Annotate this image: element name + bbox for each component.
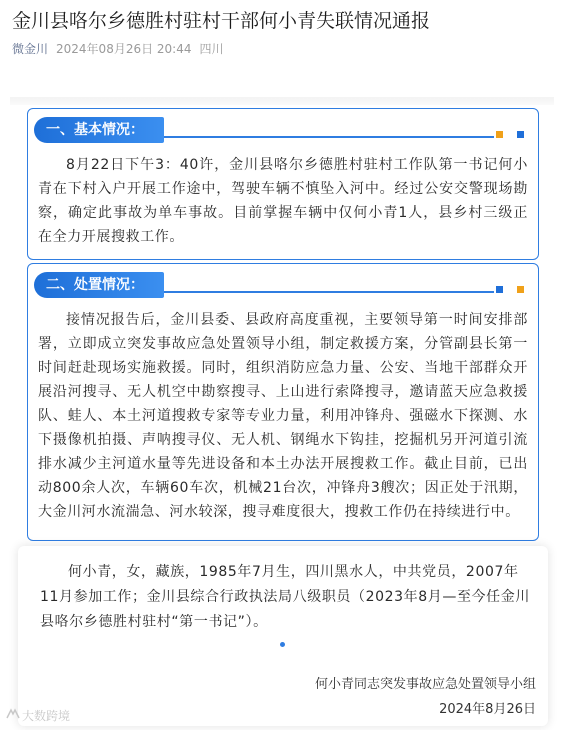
watermark-logo-icon <box>6 708 20 723</box>
blue-square-icon <box>517 131 524 138</box>
bio-text: 何小青，女，藏族，1985年7月生，四川黑水人，中共党员，2007年11月参加工作；金川县综合行政执法局八级职员（2023年8月—至今任金川县咯尔乡德胜村驻村“第一书记”）。 <box>40 564 530 630</box>
dot-divider-icon <box>280 642 285 647</box>
orange-square-icon <box>496 131 503 138</box>
bio-card <box>18 546 548 726</box>
account-name[interactable]: 微金川 <box>12 42 49 56</box>
decorative-squares-icon <box>496 131 524 138</box>
signature-block <box>315 672 536 722</box>
heading-divider <box>160 136 494 138</box>
section-heading-bar <box>34 272 494 298</box>
section-heading: 一、基本情况： <box>34 117 164 143</box>
blue-square-icon <box>496 286 503 293</box>
section-body: 8月22日下午3：40许，金川县咯尔乡德胜村驻村工作队第一书记何小青在下村入户开展工作途中，驾驶车辆不慎坠入河中。经过公安交警现场勘察，确定此事故为单车事故。目前掌握车辆中仅何小青1人，县乡村三级正在全力开展搜救工作。 <box>38 157 528 245</box>
article-title: 金川县咯尔乡德胜村驻村干部何小青失联情况通报 <box>12 10 431 32</box>
decorative-strip <box>10 97 554 105</box>
section-heading: 二、处置情况： <box>34 272 164 298</box>
section-handling <box>27 263 539 541</box>
decorative-squares-icon <box>496 286 524 293</box>
watermark <box>6 707 70 724</box>
watermark-text: 大数跨境 <box>22 709 71 723</box>
section-body: 接情况报告后，金川县委、县政府高度重视，主要领导第一时间安排部署，立即成立突发事故应急处置领导小组，制定救援方案，分管副县长第一时间赶赴现场实施救援。同时，组织消防应急力量、公安、当地干部群众开展沿河搜寻、无人机空中勘察搜寻、上山进行索降搜寻，邀请蓝天应急救援队、蛙人、本土河道搜救专家等专业力量，利用冲锋舟、强磁水下探测、水下摄像机拍摄、声呐搜寻仪、无人机、钢绳水下钩挂，挖掘机另开河道引流排水减少主河道水量等先进设备和本土办法开展搜救工作。截止目前，已出动800余人次，车辆60车次，机械21台次，冲锋舟3艘次；因正处于汛期，大金川河水流湍急、河水较深，搜寻难度很大，搜救工作仍在持续进行中。 <box>38 312 528 520</box>
publish-location: 四川 <box>199 42 224 56</box>
heading-divider <box>160 291 494 293</box>
signature-date: 2024年8月26日 <box>439 702 536 717</box>
section-heading-bar <box>34 117 494 143</box>
article-meta <box>12 40 224 57</box>
orange-square-icon <box>517 286 524 293</box>
publish-date: 2024年08月26日 20:44 <box>56 42 192 56</box>
section-basic-info <box>27 108 539 260</box>
signature-org: 何小青同志突发事故应急处置领导小组 <box>314 677 536 692</box>
